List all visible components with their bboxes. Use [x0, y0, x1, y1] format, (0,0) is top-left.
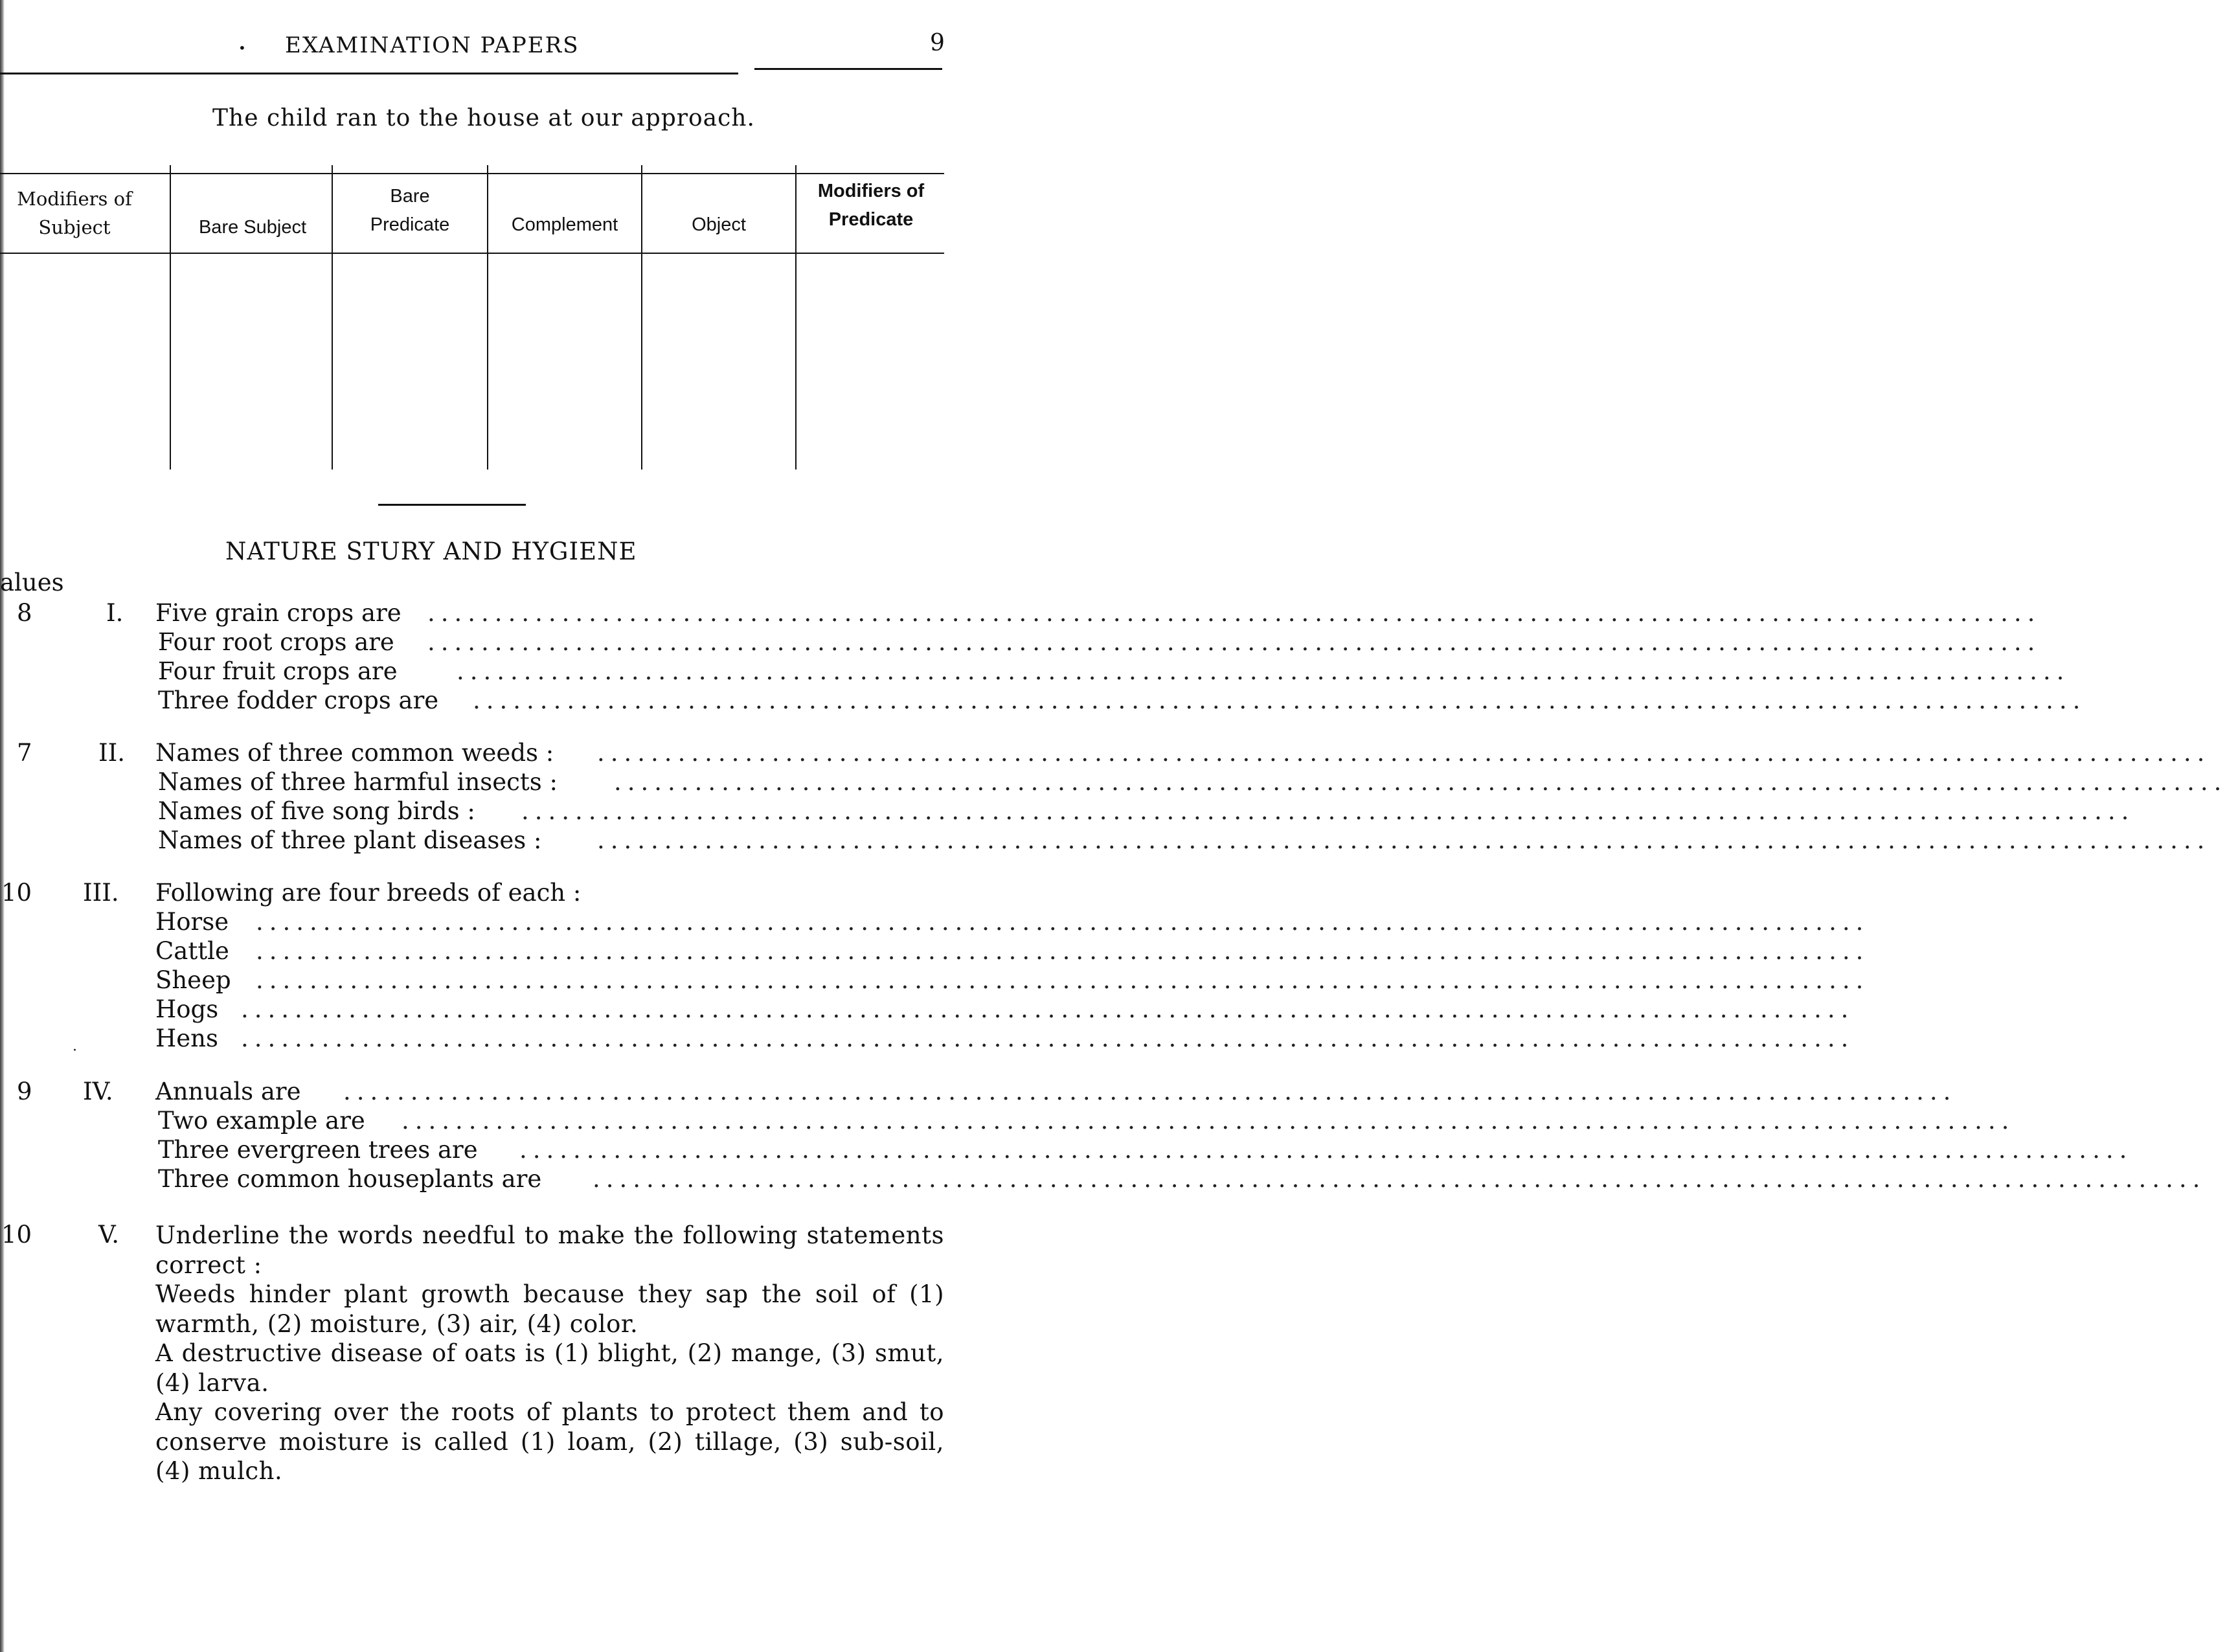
- header-rule: [0, 73, 738, 74]
- question-line: [0, 739, 2211, 768]
- column-divider: [170, 165, 171, 470]
- dotted-leader: ........................................................................................................................: [597, 739, 2211, 767]
- question-value: 10: [1, 1221, 32, 1249]
- column-divider: [487, 165, 488, 470]
- diagram-sentence: The child ran to the house at our approach.: [212, 105, 755, 131]
- question-text: Five grain crops are: [155, 599, 401, 627]
- dotted-leader: ........................................................................................................................: [473, 686, 2086, 714]
- header-line: Bare: [390, 186, 430, 207]
- question-text: Three evergreen trees are: [158, 1136, 478, 1164]
- question-text: Cattle: [155, 937, 229, 965]
- question-line: [0, 1078, 1957, 1107]
- column-divider: [332, 165, 333, 470]
- header-line: Object: [692, 214, 746, 235]
- page-number: 9: [930, 30, 945, 56]
- dotted-leader: ........................................................................................................................: [241, 1024, 1855, 1052]
- question-text: Four root crops are: [158, 628, 394, 656]
- question-text: Names of three harmful insects :: [158, 768, 558, 796]
- column-header-complement: [490, 182, 640, 239]
- dotted-leader: ........................................................................................................................: [401, 1107, 2015, 1135]
- running-title: EXAMINATION PAPERS: [285, 32, 580, 58]
- question-line: [0, 966, 1870, 995]
- column-header-bare-subject: [175, 185, 330, 242]
- question-line: [0, 908, 1870, 937]
- question-line: [0, 879, 945, 908]
- question-text: Four fruit crops are: [158, 657, 398, 685]
- question-text: Three fodder crops are: [158, 686, 439, 714]
- dotted-leader: ........................................................................................................................: [256, 937, 1870, 965]
- question-line: [0, 599, 2041, 628]
- question-numeral: V.: [98, 1221, 120, 1249]
- question-line: [0, 1107, 2015, 1136]
- dotted-leader: ........................................................................................................................: [519, 1136, 2133, 1164]
- question-line: [0, 657, 2070, 686]
- question-line: [0, 937, 1870, 966]
- header-line: Predicate: [828, 209, 914, 230]
- question-paragraph: A destructive disease of oats is (1) blight, (2) mange, (3) smut, (4) larva.: [155, 1339, 944, 1397]
- column-header-modifiers-of-predicate: [798, 177, 944, 234]
- question-paragraph: Any covering over the roots of plants to protect them and to conserve moisture is called (1) loam, (2) tillage, (3) sub-soil, (4) mulch.: [155, 1398, 944, 1485]
- table-top-rule: [0, 173, 944, 174]
- column-divider: [795, 165, 797, 470]
- header-line: Subject: [38, 216, 111, 238]
- question-numeral: IV.: [83, 1078, 113, 1105]
- question-5: [0, 1221, 945, 1506]
- question-value: 8: [17, 599, 32, 627]
- header-rule-right: [754, 68, 942, 70]
- question-text: Horse: [155, 908, 229, 936]
- question-numeral: III.: [83, 879, 119, 907]
- question-2: [0, 739, 2227, 855]
- margin-mark: ·: [73, 1043, 77, 1059]
- question-text: Names of three plant diseases :: [158, 826, 542, 854]
- column-header-bare-predicate: [334, 182, 486, 239]
- question-line: [0, 1136, 2133, 1165]
- dotted-leader: ........................................................................................................................: [457, 657, 2070, 685]
- question-line: [0, 995, 1855, 1024]
- question-4: [0, 1078, 2206, 1194]
- header-line: Complement: [511, 214, 618, 235]
- header-line: Predicate: [370, 214, 450, 235]
- question-text: Sheep: [155, 966, 231, 994]
- question-text: Hogs: [155, 995, 219, 1023]
- question-paragraph: Weeds hinder plant growth because they sap the soil of (1) warmth, (2) moisture, (3) air, (4) color.: [155, 1280, 944, 1338]
- column-header-object: [644, 182, 794, 239]
- question-text: Names of five song birds :: [158, 797, 475, 825]
- question-numeral: I.: [106, 599, 124, 627]
- header-line: Modifiers of: [817, 181, 925, 201]
- dotted-leader: ........................................................................................................................: [427, 599, 2041, 627]
- values-column-label: alues: [0, 569, 64, 596]
- dotted-leader: ........................................................................................................................: [256, 908, 1870, 936]
- header-dot: •: [238, 40, 246, 56]
- question-line: [0, 768, 2227, 797]
- question-text: Two example are: [158, 1107, 365, 1135]
- header-line: [490, 182, 640, 210]
- question-line: [0, 826, 2211, 855]
- header-line: [175, 185, 330, 213]
- question-text: Hens: [155, 1024, 218, 1052]
- question-value: 10: [1, 879, 32, 907]
- question-text: Three common houseplants are: [158, 1165, 542, 1193]
- question-1: [0, 599, 2086, 716]
- question-line: [0, 1165, 2206, 1194]
- dotted-leader: ........................................................................................................................: [343, 1078, 1957, 1105]
- question-numeral: II.: [98, 739, 125, 767]
- question-line: [0, 797, 2135, 826]
- dotted-leader: ........................................................................................................................: [593, 1165, 2206, 1193]
- question-3: [0, 879, 1870, 1054]
- section-separator: [378, 504, 526, 506]
- column-divider: [641, 165, 642, 470]
- dotted-leader: ........................................................................................................................: [241, 995, 1855, 1023]
- question-line: [0, 628, 2041, 657]
- question-value: 7: [17, 739, 32, 767]
- dotted-leader: ........................................................................................................................: [597, 826, 2211, 854]
- question-text: Annuals are: [155, 1078, 301, 1105]
- column-header-modifiers-of-subject: [0, 185, 149, 242]
- dotted-leader: ........................................................................................................................: [256, 966, 1870, 994]
- header-line: Modifiers of: [17, 188, 132, 210]
- sentence-analysis-table: [0, 165, 945, 470]
- header-line: [644, 182, 794, 210]
- question-line: [0, 686, 2086, 716]
- question-line: [0, 1024, 1855, 1054]
- dotted-leader: ........................................................................................................................: [614, 768, 2227, 796]
- dotted-leader: ........................................................................................................................: [521, 797, 2135, 825]
- question-text: Names of three common weeds :: [155, 739, 554, 767]
- running-header: [0, 27, 945, 66]
- table-header-rule: [0, 253, 944, 254]
- dotted-leader: ........................................................................................................................: [427, 628, 2041, 656]
- question-value: 9: [17, 1078, 32, 1105]
- question-text: Following are four breeds of each :: [155, 879, 582, 907]
- section-title: NATURE STURY AND HYGIENE: [225, 537, 637, 565]
- header-line: Bare Subject: [198, 217, 307, 238]
- question-paragraph: Underline the words needful to make the following statements correct :: [155, 1221, 944, 1279]
